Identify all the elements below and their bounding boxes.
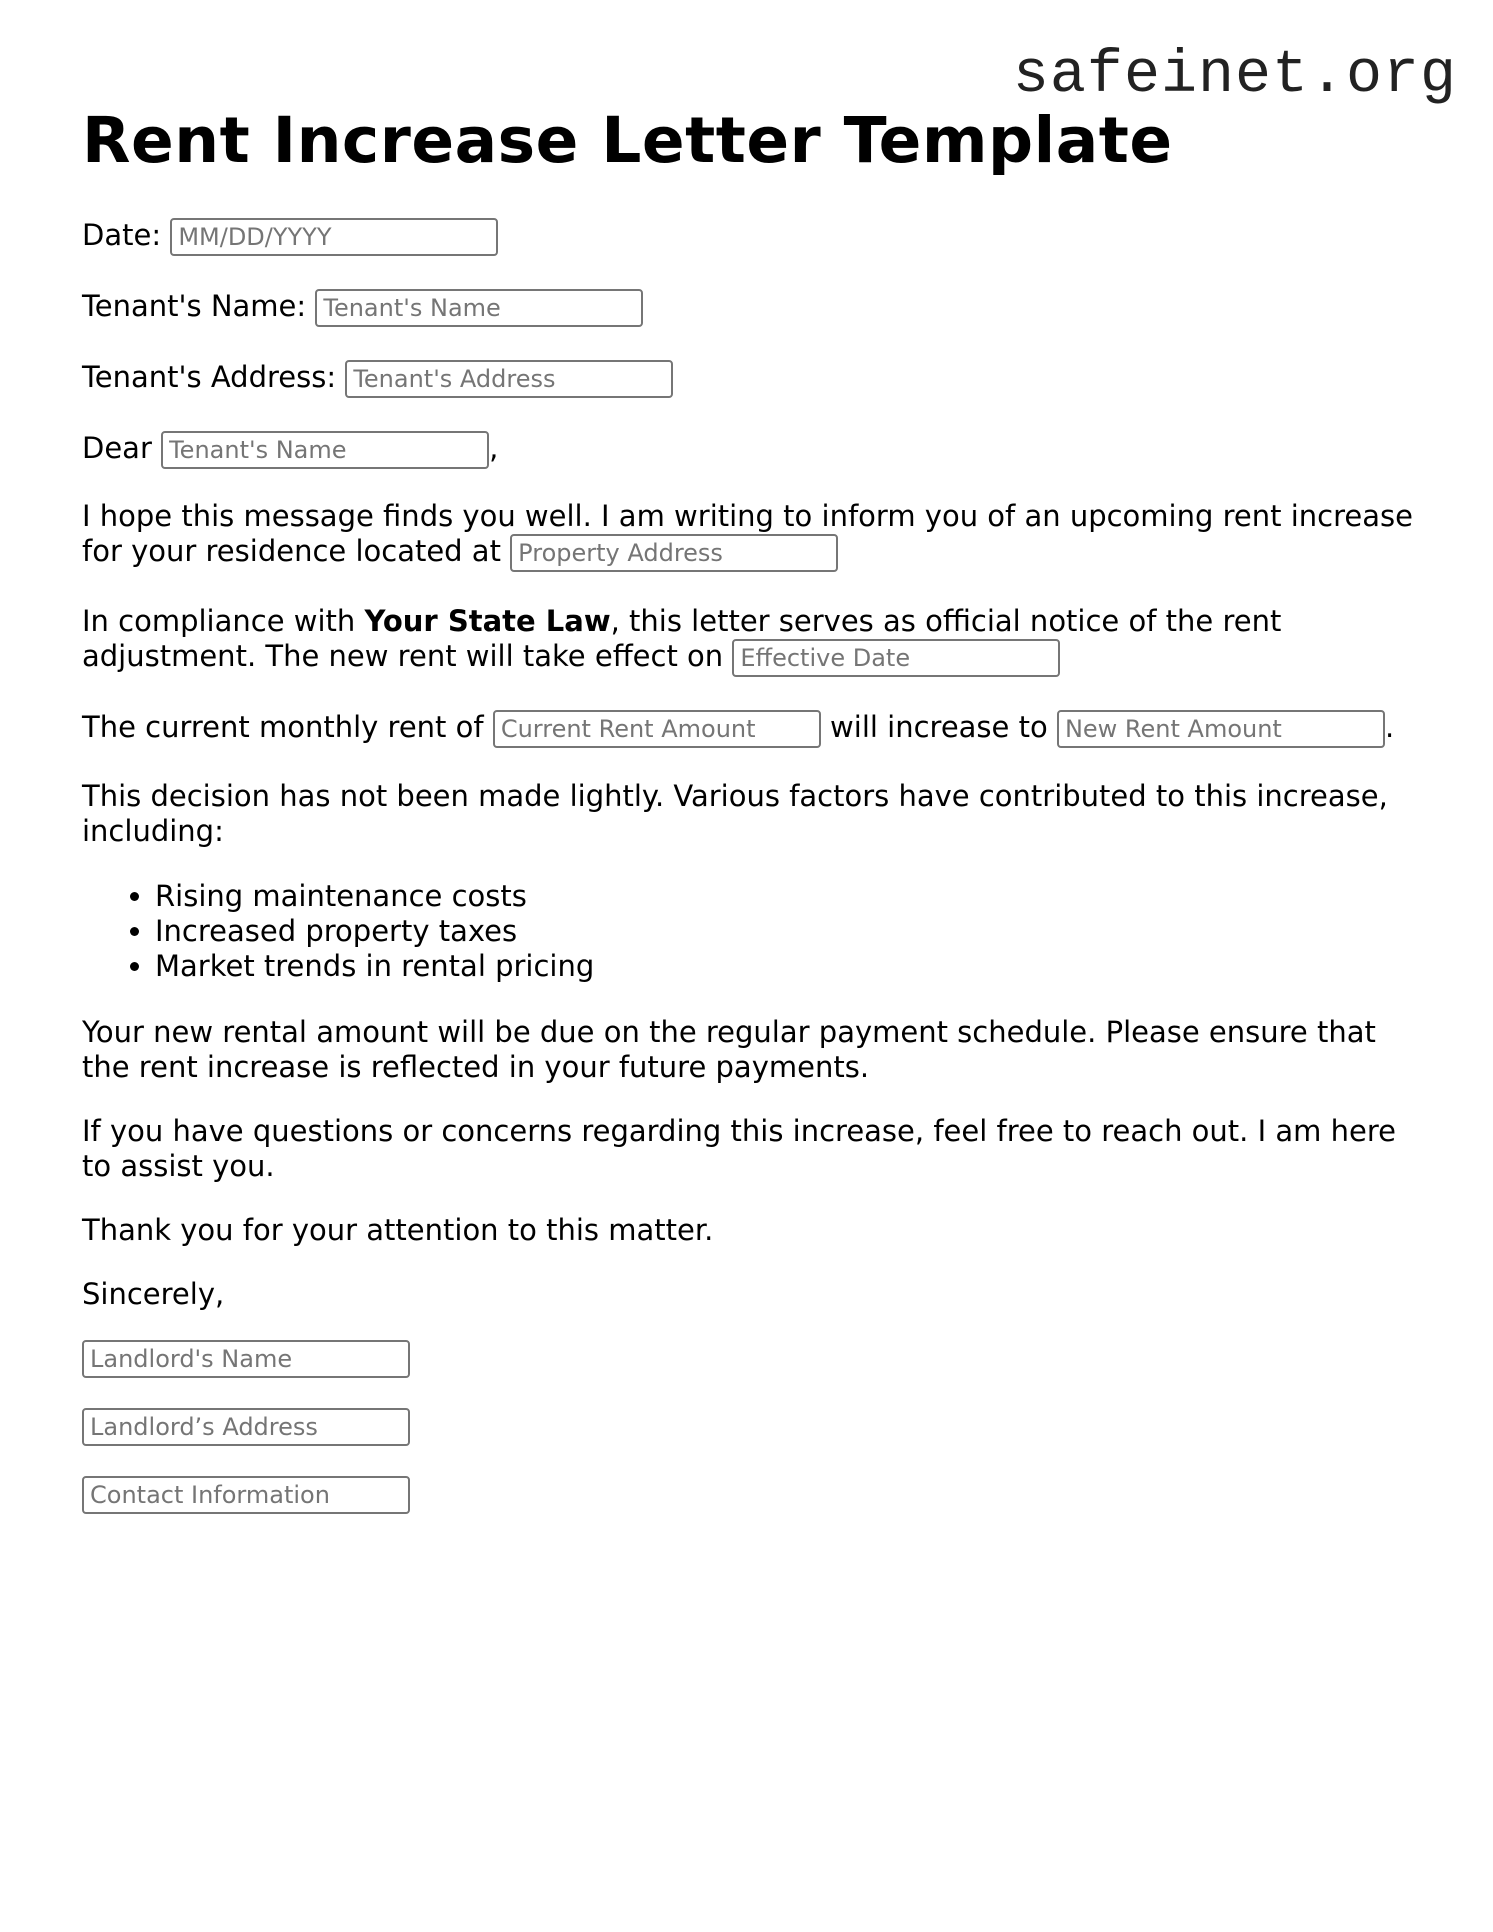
signature-block	[82, 1340, 1422, 1514]
compliance-suffix: , this letter serves as official notice of the rent adjustment. The new rent will take effect on	[82, 604, 1282, 673]
tenant-address-field[interactable]: Tenant's Address	[345, 360, 673, 398]
new-rent-field[interactable]: New Rent Amount	[1057, 710, 1385, 748]
page-title: Rent Increase Letter Template	[82, 104, 1173, 177]
list-item: • Market trends in rental pricing	[155, 949, 1422, 984]
compliance-prefix: In compliance with	[82, 604, 356, 638]
questions-paragraph: If you have questions or concerns regarding this increase, feel free to reach out. I am here to assist you.	[82, 1114, 1396, 1183]
effective-date-field[interactable]: Effective Date	[732, 639, 1060, 677]
property-address-field[interactable]: Property Address	[510, 534, 838, 572]
contact-info-field[interactable]: Contact Information	[82, 1476, 410, 1514]
intro-paragraph	[82, 499, 1422, 572]
factors-list	[82, 879, 1422, 984]
state-law-text: Your State Law	[364, 604, 611, 638]
rent-middle: will increase to	[830, 710, 1048, 744]
tenant-name-row	[82, 289, 1422, 327]
payment-paragraph: Your new rental amount will be due on the regular payment schedule. Please ensure that the rent increase is reflected in your future payments.	[82, 1015, 1376, 1084]
list-item: • Increased property taxes	[155, 914, 1422, 949]
watermark: safeinet.org	[1012, 42, 1457, 110]
intro-text: I hope this message finds you well. I am writing to inform you of an upcoming rent increase for your residence located at	[82, 499, 1413, 568]
salutation-row	[82, 431, 1422, 469]
landlord-address-field[interactable]: Landlord’s Address	[82, 1408, 410, 1446]
tenant-address-row	[82, 360, 1422, 398]
rent-paragraph	[82, 710, 1422, 748]
thanks-paragraph: Thank you for your attention to this matter.	[82, 1213, 714, 1247]
current-rent-field[interactable]: Current Rent Amount	[493, 710, 821, 748]
list-item: • Rising maintenance costs	[155, 879, 1422, 914]
decision-paragraph: This decision has not been made lightly. Various factors have contributed to this increase, including:	[82, 779, 1388, 848]
date-field[interactable]: MM/DD/YYYY	[170, 218, 498, 256]
rent-period: .	[1384, 710, 1395, 744]
letter-page	[82, 100, 1422, 1544]
tenant-name-field[interactable]: Tenant's Name	[315, 289, 643, 327]
closing-text: Sincerely,	[82, 1277, 225, 1311]
landlord-name-field[interactable]: Landlord's Name	[82, 1340, 410, 1378]
compliance-paragraph	[82, 604, 1422, 677]
tenant-name-label: Tenant's Name:	[82, 289, 307, 323]
tenant-address-label: Tenant's Address:	[82, 360, 337, 394]
salutation-name-field[interactable]: Tenant's Name	[161, 431, 489, 469]
date-row	[82, 218, 1422, 256]
date-label: Date:	[82, 218, 162, 252]
rent-prefix: The current monthly rent of	[82, 710, 484, 744]
dear-label: Dear	[82, 431, 152, 465]
salutation-comma: ,	[489, 431, 499, 465]
